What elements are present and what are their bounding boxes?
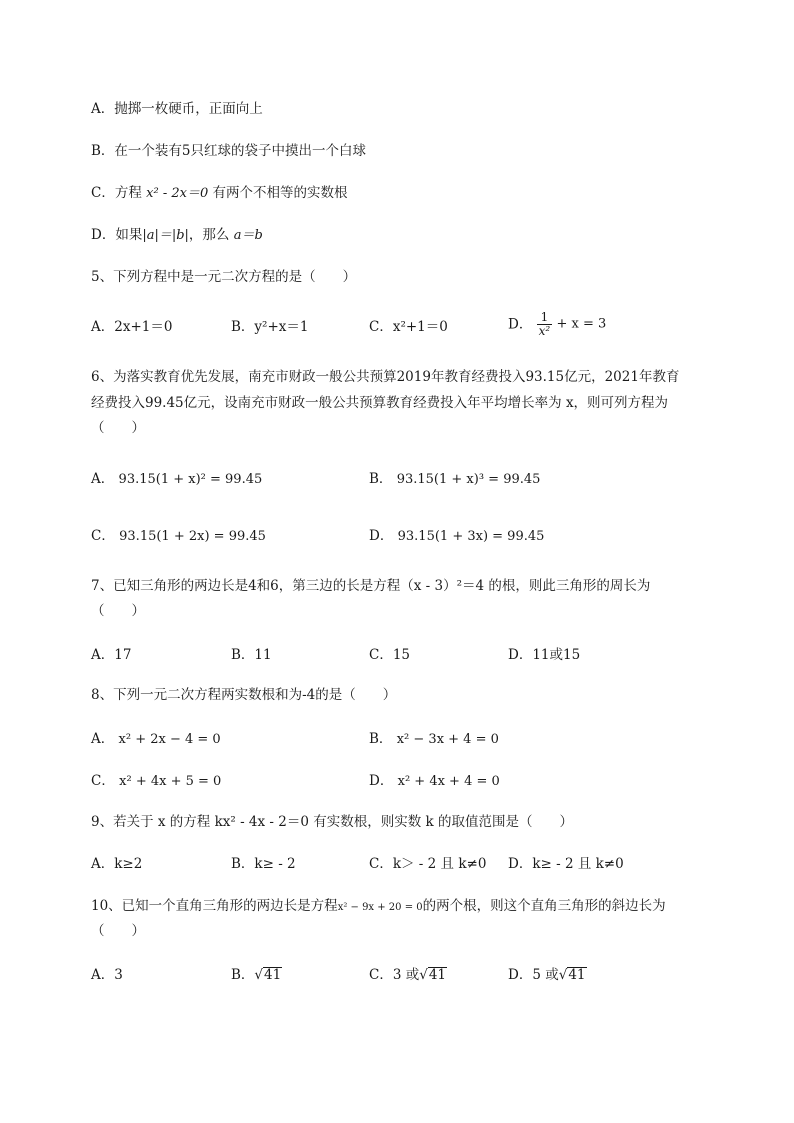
q5-option-b: B．y²+x＝1 bbox=[231, 319, 309, 335]
q7-option-d: D．11或15 bbox=[508, 647, 581, 663]
q10-c-sqrt: 41 bbox=[428, 967, 447, 983]
q10-stem-part1: 10、已知一个直角三角形的两边长是方程 bbox=[91, 898, 338, 914]
q7-stem-line1: 7、已知三角形的两边长是4和6，第三边的长是方程（x - 3）²＝4 的根，则此三角形的周长为 bbox=[91, 578, 651, 594]
q6-b-equation: 93.15(1 + x)³ = 99.45 bbox=[396, 472, 541, 487]
q6-d-label: D． bbox=[369, 528, 394, 544]
q9-stem: 9、若关于 x 的方程 kx² - 4x - 2＝0 有实数根，则实数 k 的取值范围是（ ） bbox=[91, 814, 574, 830]
q6-c-equation: 93.15(1 + 2x) = 99.45 bbox=[119, 529, 266, 544]
q4-option-a: A．抛掷一枚硬币，正面向上 bbox=[91, 101, 263, 117]
q4-d-mid: ，那么 bbox=[188, 227, 230, 243]
q8-d-equation: x² + 4x + 4 = 0 bbox=[397, 774, 500, 789]
q6-stem-line2: 经费投入99.45亿元，设南充市财政一般公共预算教育经费投入年平均增长率为 x，则可列方程为 bbox=[91, 395, 669, 411]
q10-option-c: C．3 或√41 bbox=[369, 967, 447, 983]
q8-a-label: A． bbox=[91, 731, 115, 747]
q8-a-equation: x² + 2x − 4 = 0 bbox=[118, 732, 221, 747]
q6-option-c bbox=[91, 527, 266, 546]
q4-d-equation2: a＝b bbox=[233, 228, 263, 243]
q10-stem-line1 bbox=[91, 897, 666, 917]
q4-d-equation: |a|＝|b| bbox=[142, 228, 189, 243]
q6-stem-line3: （ ） bbox=[91, 420, 145, 436]
q8-d-label: D． bbox=[369, 773, 394, 789]
q10-b-sqrt: 41 bbox=[264, 967, 282, 983]
q5-option-a: A．2x+1＝0 bbox=[91, 319, 173, 335]
q6-d-equation: 93.15(1 + 3x) = 99.45 bbox=[397, 529, 545, 544]
q8-option-b bbox=[369, 730, 499, 749]
q10-d-sqrt: 41 bbox=[568, 967, 586, 983]
q4-c-equation: x² - 2x＝0 bbox=[146, 186, 209, 201]
q8-b-equation: x² − 3x + 4 = 0 bbox=[396, 732, 499, 747]
q8-option-c bbox=[91, 772, 221, 791]
q6-option-d bbox=[369, 527, 544, 546]
q9-option-a: A．k≥2 bbox=[91, 856, 143, 872]
q4-option-d bbox=[91, 226, 263, 245]
q10-option-a: A．3 bbox=[91, 967, 123, 983]
q4-d-prefix: D．如果 bbox=[91, 227, 143, 243]
q4-c-prefix: C．方程 bbox=[91, 185, 142, 201]
q7-option-c: C．15 bbox=[369, 647, 411, 663]
q5-d-denominator: x² bbox=[538, 324, 551, 338]
q5-option-d bbox=[508, 311, 606, 338]
q5-option-c: C．x²+1＝0 bbox=[369, 319, 448, 335]
q9-option-b: B．k≥ - 2 bbox=[231, 856, 296, 872]
q8-option-a bbox=[91, 730, 221, 749]
q10-stem-line2: （ ） bbox=[91, 923, 145, 939]
q10-stem-part2: 的两个根，则这个直角三角形的斜边长为 bbox=[422, 898, 666, 914]
q8-c-equation: x² + 4x + 5 = 0 bbox=[119, 774, 222, 789]
q5-d-label: D． bbox=[508, 316, 533, 333]
q8-b-label: B． bbox=[369, 731, 393, 747]
q7-stem-line2: （ ） bbox=[91, 603, 145, 619]
q8-stem: 8、下列一元二次方程两实数根和为-4的是（ ） bbox=[91, 687, 397, 703]
q5-d-fraction bbox=[537, 311, 553, 338]
q8-option-d bbox=[369, 772, 500, 791]
q7-option-b: B．11 bbox=[231, 647, 272, 663]
q10-c-label: C．3 或 bbox=[369, 967, 420, 983]
q5-d-rest: + x = 3 bbox=[556, 316, 607, 332]
q5-d-numerator: 1 bbox=[537, 311, 553, 325]
q5-stem: 5、下列方程中是一元二次方程的是（ ） bbox=[91, 269, 357, 285]
q6-a-label: A． bbox=[91, 471, 115, 487]
q6-option-a bbox=[91, 470, 262, 489]
q6-a-equation: 93.15(1 + x)² = 99.45 bbox=[118, 472, 263, 487]
q10-stem-equation: x² − 9x + 20 = 0 bbox=[337, 902, 423, 913]
q6-c-label: C． bbox=[91, 528, 115, 544]
q6-stem-line1: 6、为落实教育优先发展，南充市财政一般公共预算2019年教育经费投入93.15亿元，2021年教育 bbox=[91, 369, 680, 385]
q9-option-c: C．k＞ - 2 且 k≠0 bbox=[369, 856, 487, 872]
q10-d-label: D．5 或 bbox=[508, 967, 559, 983]
q10-option-d: D．5 或√41 bbox=[508, 967, 586, 983]
q6-option-b bbox=[369, 470, 540, 489]
q10-option-b: B．√41 bbox=[231, 967, 282, 983]
q8-c-label: C． bbox=[91, 773, 115, 789]
q4-c-suffix: 有两个不相等的实数根 bbox=[212, 185, 348, 201]
q9-option-d: D．k≥ - 2 且 k≠0 bbox=[508, 856, 624, 872]
q4-option-b: B．在一个装有5只红球的袋子中摸出一个白球 bbox=[91, 143, 367, 159]
q6-b-label: B． bbox=[369, 471, 393, 487]
q7-option-a: A．17 bbox=[91, 647, 132, 663]
q4-option-c bbox=[91, 184, 348, 203]
q10-b-label: B． bbox=[231, 967, 255, 983]
